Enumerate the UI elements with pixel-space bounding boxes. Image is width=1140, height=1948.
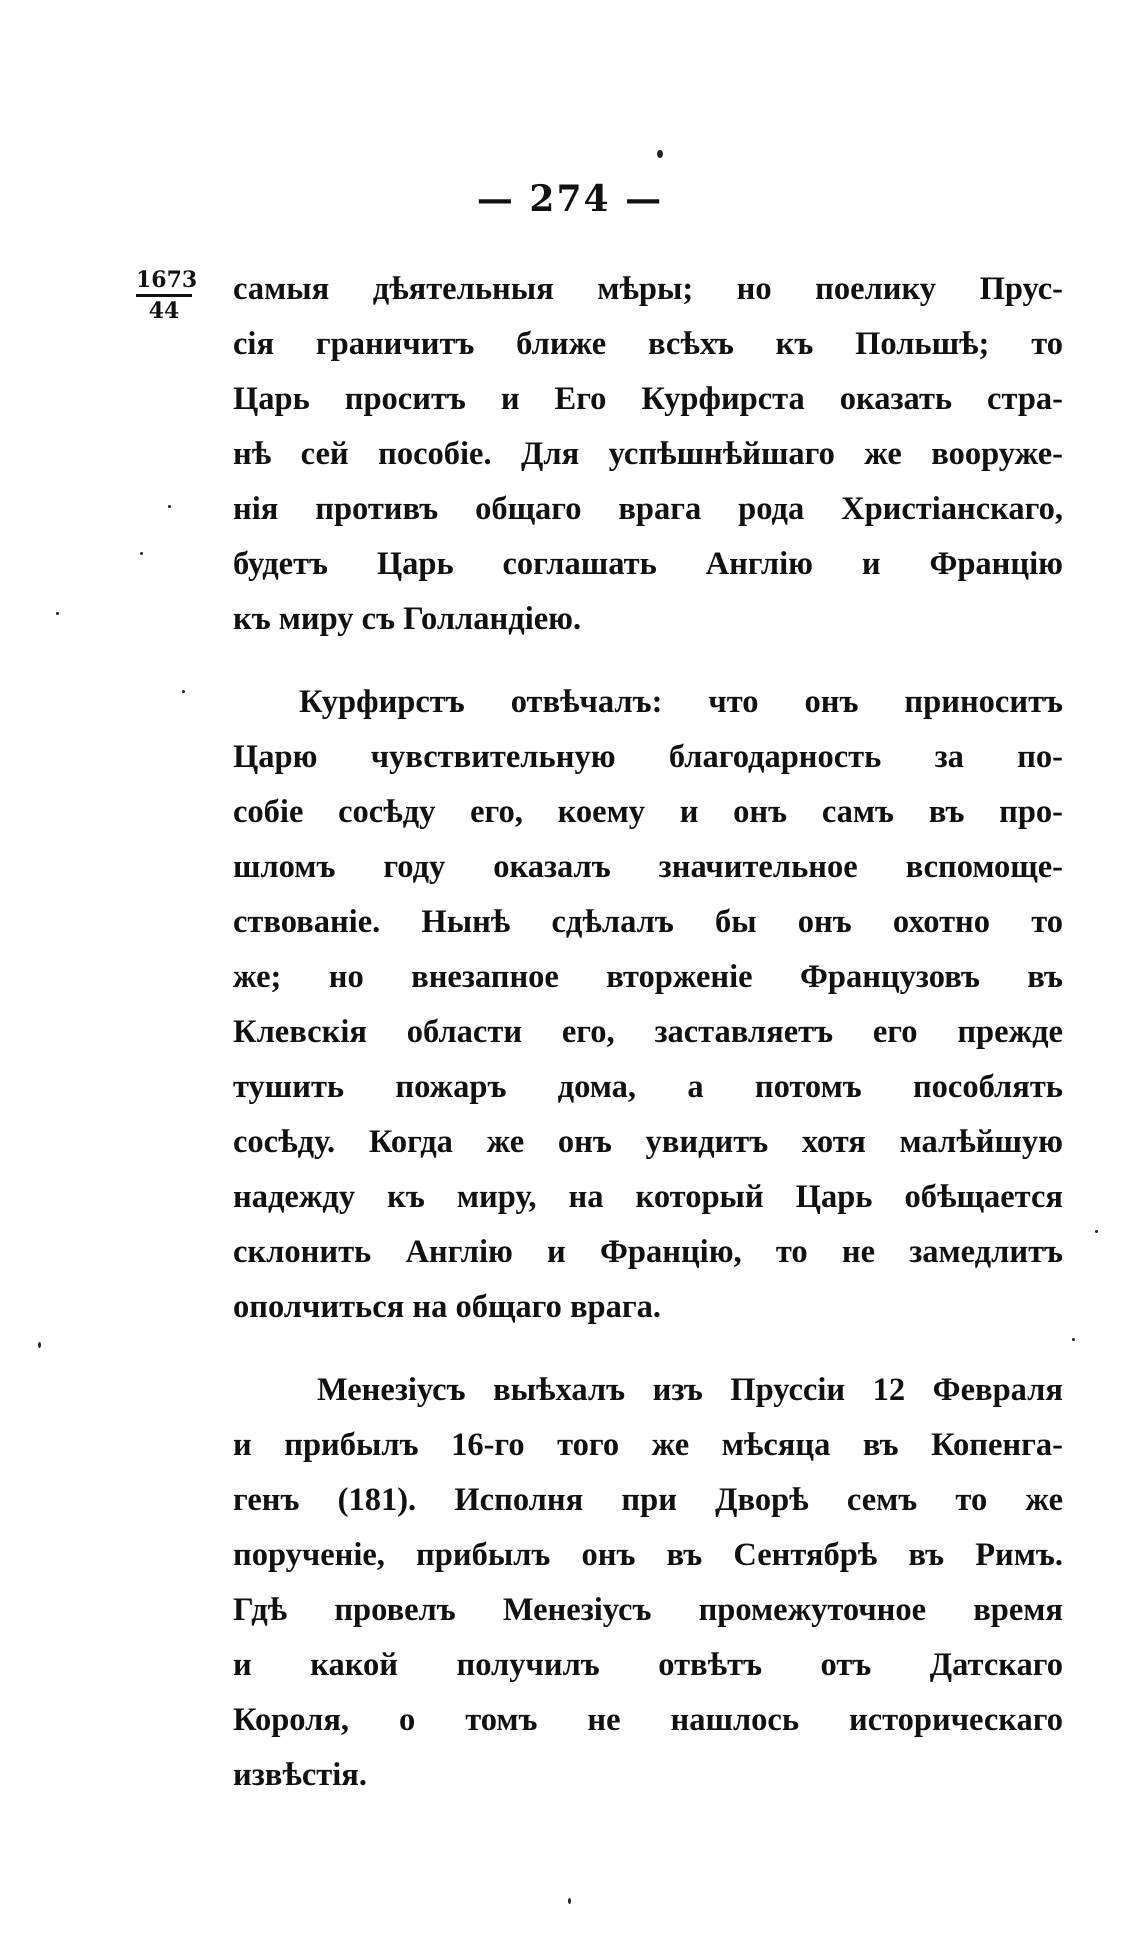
text-line: Царь проситъ и Его Курфирста оказать стра- xyxy=(233,381,1063,417)
scan-speck xyxy=(56,612,59,615)
text-line: Короля, о томъ не нашлось историческаго xyxy=(233,1702,1063,1738)
text-line: Менезіусъ выѣхалъ изъ Пруссіи 12 Февраля xyxy=(317,1372,1063,1408)
margin-date-note xyxy=(136,267,198,324)
margin-day: 44 xyxy=(148,298,180,324)
scan-speck xyxy=(140,552,143,555)
text-line: Гдѣ провелъ Менезіусъ промежуточное время xyxy=(233,1592,1063,1628)
text-line: сія граничитъ ближе всѣхъ къ Польшѣ; то xyxy=(233,326,1063,362)
text-line: и какой получилъ отвѣтъ отъ Датскаго xyxy=(233,1647,1063,1683)
text-line: Царю чувствительную благодарность за по- xyxy=(233,739,1063,775)
text-line: нѣ сей пособіе. Для успѣшнѣйшаго же вооруже- xyxy=(233,436,1063,472)
text-line: извѣстія. xyxy=(233,1757,367,1793)
paragraph-1 xyxy=(233,262,1063,647)
scan-speck xyxy=(568,1898,571,1904)
page-number-header: — 274 — xyxy=(476,178,664,220)
scan-speck xyxy=(657,150,663,158)
text-line: шломъ году оказалъ значительное вспомоще- xyxy=(233,849,1063,885)
text-line: генъ (181). Исполня при Дворѣ семъ то же xyxy=(233,1482,1063,1518)
text-line: собіе сосѣду его, коему и онъ самъ въ про- xyxy=(233,794,1063,830)
scan-speck xyxy=(1072,1338,1075,1341)
text-line: тушить пожаръ дома, а потомъ пособлять xyxy=(233,1069,1063,1105)
paragraph-3 xyxy=(233,1363,1063,1803)
scan-speck xyxy=(38,1342,41,1348)
text-line: же; но внезапное вторженіе Французовъ въ xyxy=(233,959,1063,995)
text-line: къ миру съ Голландіею. xyxy=(233,601,582,637)
text-line: Курфирстъ отвѣчалъ: что онъ приноситъ xyxy=(299,684,1063,720)
scan-speck xyxy=(182,690,185,693)
scan-speck xyxy=(1095,1230,1098,1233)
text-line: и прибылъ 16-го того же мѣсяца въ Копенга- xyxy=(233,1427,1063,1463)
text-line: порученіе, прибылъ онъ въ Сентябрѣ въ Римъ. xyxy=(233,1537,1063,1573)
margin-year: 1673 xyxy=(136,268,192,297)
scan-speck xyxy=(168,505,171,508)
text-line: ополчиться на общаго врага. xyxy=(233,1289,661,1325)
text-line: самыя дѣятельныя мѣры; но поелику Прус- xyxy=(233,271,1063,307)
text-line: нія противъ общаго врага рода Христіанскаго, xyxy=(233,491,1063,527)
body-text xyxy=(233,262,1063,1831)
text-line: Клевскія области его, заставляетъ его прежде xyxy=(233,1014,1063,1050)
text-line: ствованіе. Нынѣ сдѣлалъ бы онъ охотно то xyxy=(233,904,1063,940)
text-line: сосѣду. Когда же онъ увидитъ хотя малѣйшую xyxy=(233,1124,1063,1160)
text-line: будетъ Царь соглашать Англію и Францію xyxy=(233,546,1063,582)
text-line: склонить Англію и Францію, то не замедлитъ xyxy=(233,1234,1063,1270)
text-line: надежду къ миру, на который Царь обѣщается xyxy=(233,1179,1063,1215)
paragraph-2 xyxy=(233,675,1063,1335)
